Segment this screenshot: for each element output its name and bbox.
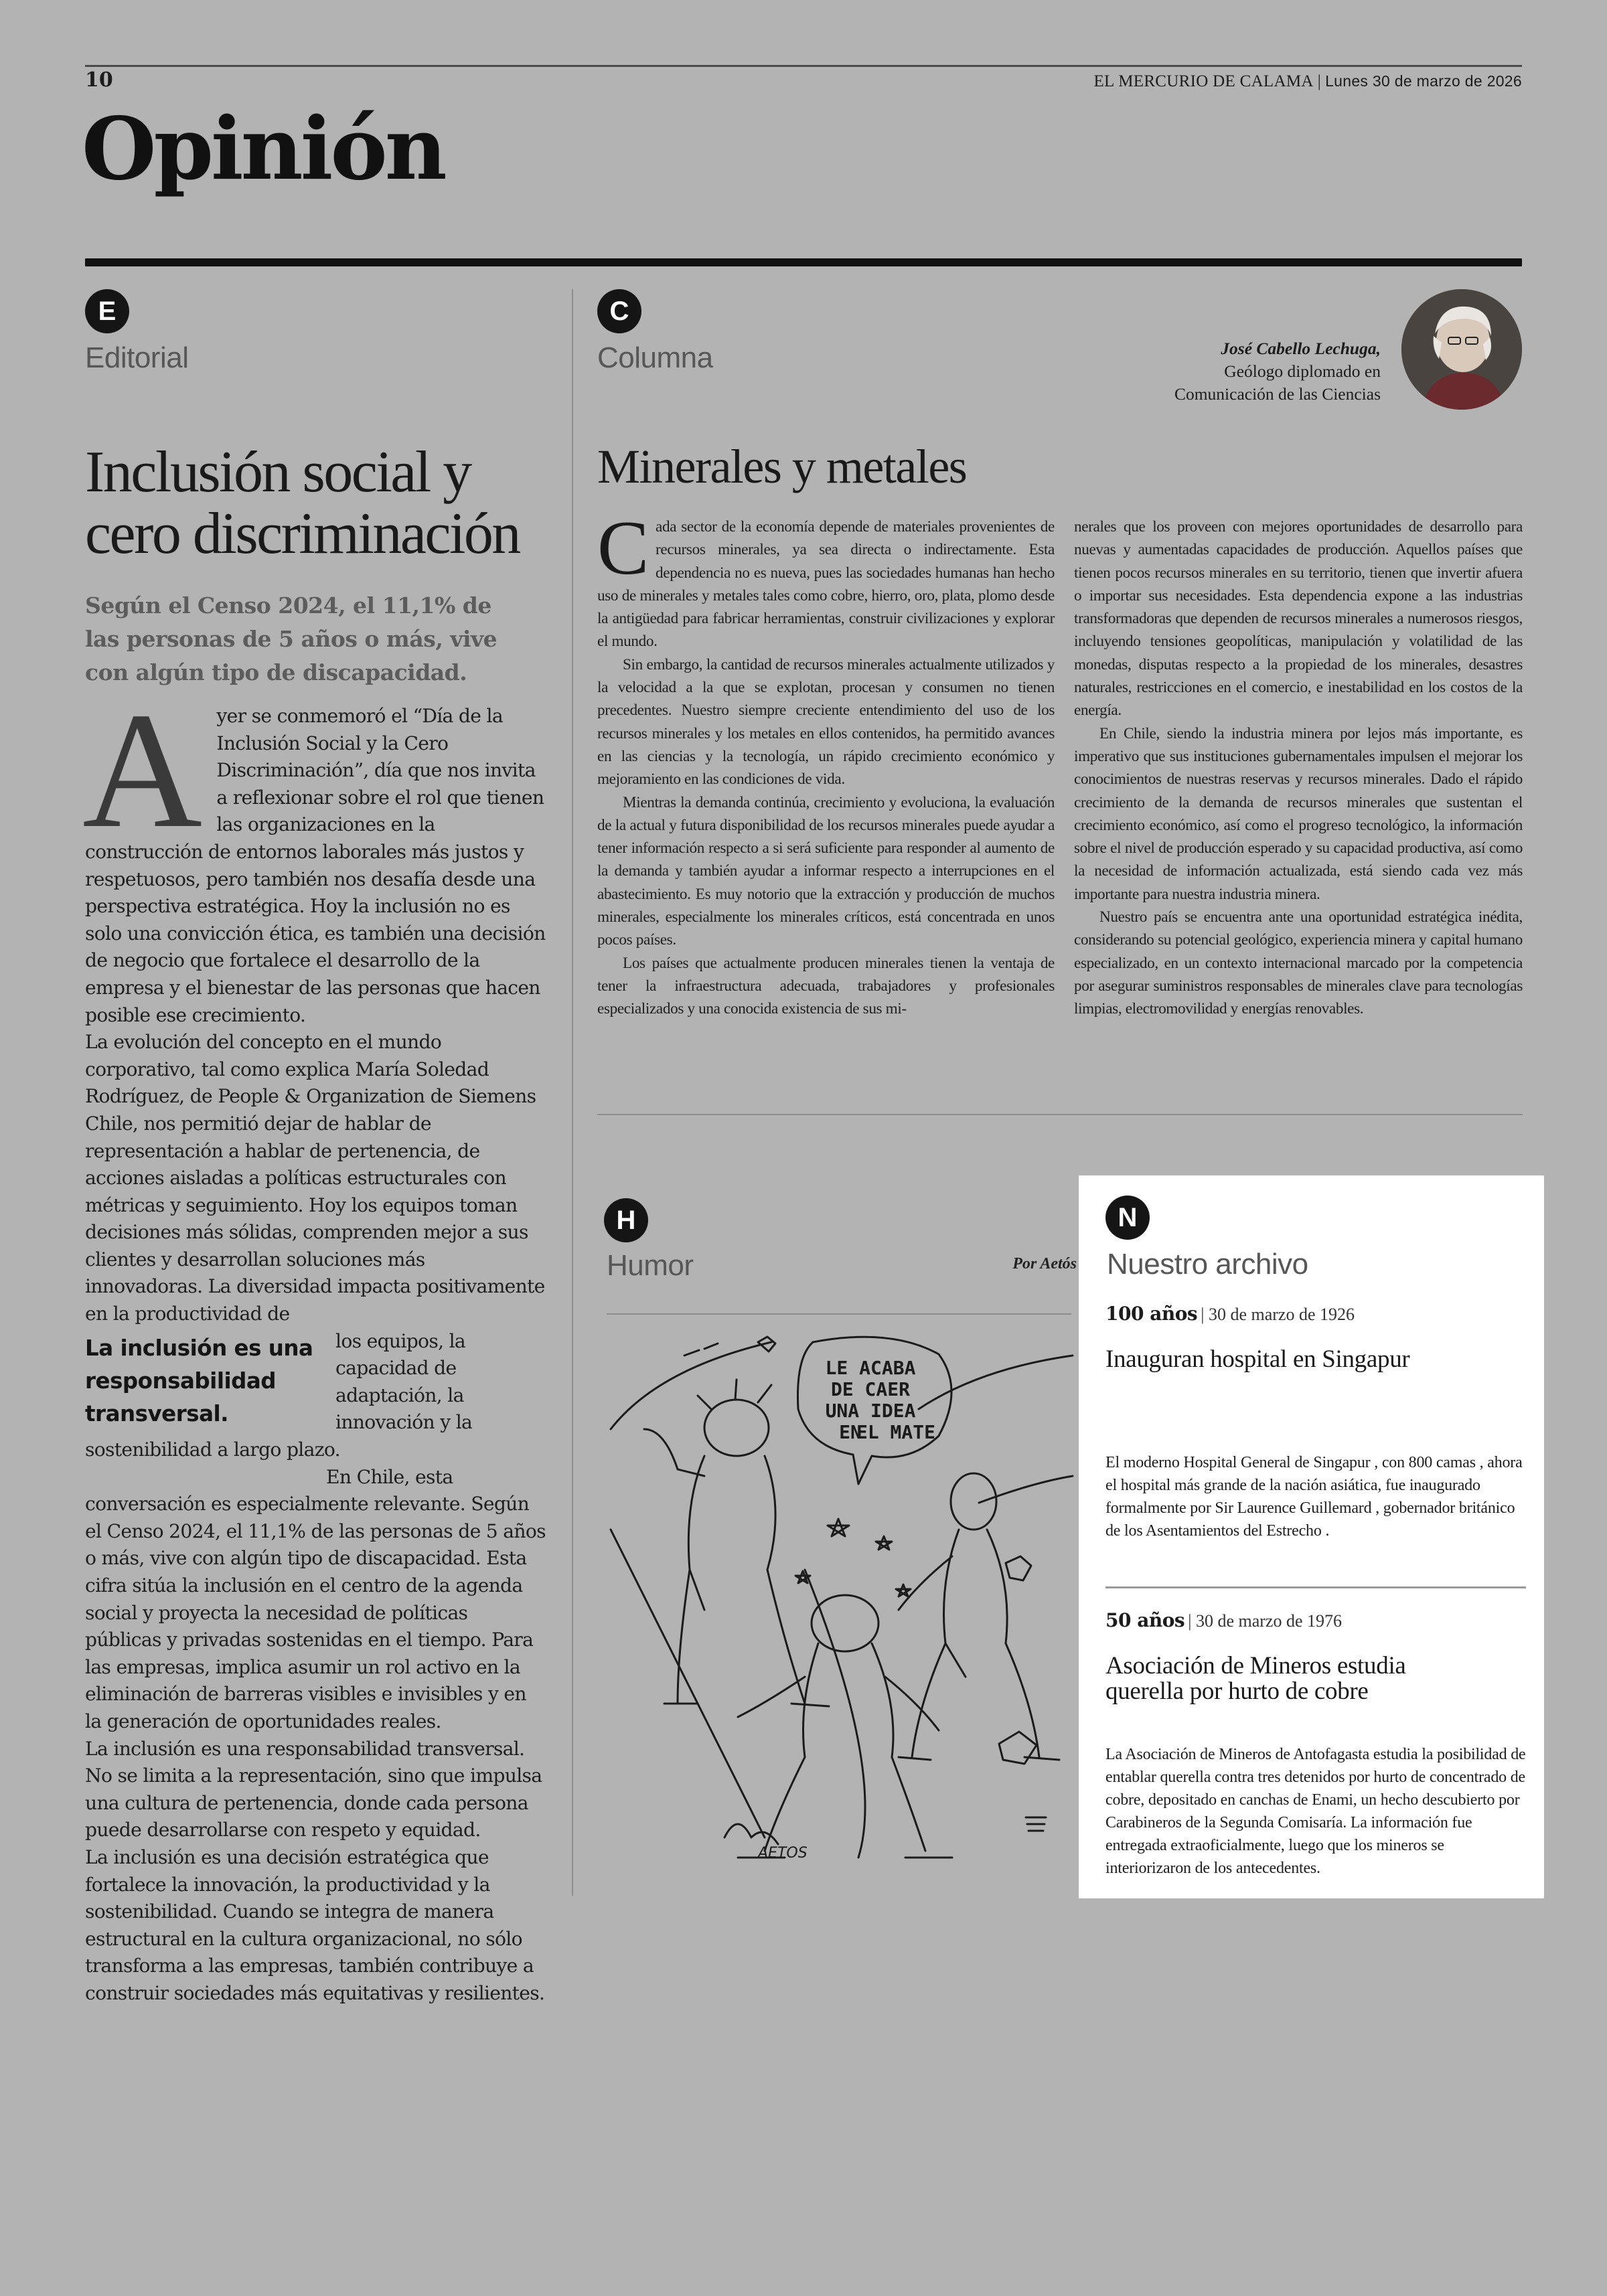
columna-paragraph xyxy=(597,505,1055,653)
masthead xyxy=(870,72,1522,91)
archive-kicker: Nuestro archivo xyxy=(1107,1248,1308,1281)
archive-item2-years: 50 años xyxy=(1105,1609,1185,1631)
columna-kicker: Columna xyxy=(597,341,713,374)
editorial-headline-line2: cero discriminación xyxy=(85,501,520,566)
columna-left-column xyxy=(597,505,1055,1021)
bubble-line-2: DE CAER xyxy=(830,1378,911,1400)
editorial-paragraph: los equipos, la capacidad de adaptación, la innovación y la sostenibilidad a largo plazo. xyxy=(85,1329,473,1461)
columna-paragraph: En Chile, siendo la industria minera por lejos más importante, es imperativo que sus instituciones gubernamentales impulsen el mejorar los conocimientos de nuestras reservas y recursos minerales. Dado el rápido crecimiento de la demanda de recursos minerales que sustentan el crecimiento económico, así como el progreso tecnológico, la información sobre el nivel de producción esperado y su capacidad productiva, así como la necesidad de información actualizada, está siendo cada vez más importante para nuestra industria minera. xyxy=(1074,724,1523,903)
editorial-pullquote: La inclusión es una responsabilidad transversal. xyxy=(85,1335,313,1426)
editorial-kicker: Editorial xyxy=(85,341,189,374)
editorial-body xyxy=(82,678,547,2007)
top-rule xyxy=(85,65,1522,67)
archive-item2-title-line1: Asociación de Mineros estudia xyxy=(1105,1652,1406,1679)
columna-paragraph: Mientras la demanda continúa, crecimiento y evoluciona, la evaluación de la actual y futura disponibilidad de los recursos minerales puede ayudar a tener información respecto a si será suficiente para responder al aumento de la demanda y también ayudar a informar respecto a interrupciones en el abastecimiento. Es muy notorio que la extracción y producción de muchos minerales, especialmente los minerales críticos, está concentrada en unos pocos países. xyxy=(597,793,1055,949)
newspaper-name: EL MERCURIO DE CALAMA xyxy=(1093,72,1314,90)
humor-badge: H xyxy=(604,1198,648,1242)
editorial-paragraph xyxy=(85,1464,547,1736)
archive-item2-text: La Asociación de Mineros de Antofagasta estudia la posibilidad de entablar querella contra tres detenidos por hurto de concentrado de cobre, depositado en canchas de Enami, un hecho descubierto por Carabineros de la Segunda Comisaría. La información fue entregada extraoficialmente, luego que los mineros se interiorizaron de los antecedentes. xyxy=(1105,1746,1526,1877)
author-photo xyxy=(1401,289,1522,410)
author-portrait-icon xyxy=(1401,289,1522,410)
columna-paragraph: nerales que los proveen con mejores oportunidades de desarrollo para nuevas y aumentadas capacidades de producción. Aquellos países que tienen pocos recursos minerales en su territorio, tienen que invertir afuera o importar sus necesidades. Esta dependencia expone a las industrias transformadoras que dependen de recursos minerales a numerosos riesgos, incluyendo tensiones geopolíticas, manipulación y volatilidad de las monedas, disputas respecto a la propiedad de los minerales, desastres naturales, restricciones en el comercio, e inestabilidad en los costos de la energía. xyxy=(1074,518,1523,720)
columna-paragraph-text: ada sector de la economía depende de materiales provenientes de recursos minerales, ya sea directa o indirectamente. Esta dependencia no es nueva, pues las sociedades humanas han hecho uso de minerales y metales tales como cobre, hierro, oro, plata, plomo desde la antigüedad para fabricar herramientas, construir civilizaciones y explorar el mundo. xyxy=(597,518,1055,651)
author-role: Comunicación de las Ciencias xyxy=(1174,384,1381,404)
columna-bottom-rule xyxy=(597,1114,1523,1115)
editorial-badge: E xyxy=(85,289,129,333)
archive-panel xyxy=(1079,1175,1544,1898)
humor-kicker: Humor xyxy=(607,1249,694,1282)
archive-item2-meta xyxy=(1105,1609,1342,1631)
archive-item1-meta xyxy=(1105,1303,1355,1325)
humor-byline: Por Aetós xyxy=(1012,1255,1077,1273)
archive-item1-title: Inauguran hospital en Singapur xyxy=(1105,1345,1410,1373)
bubble-line-4: EL MATE xyxy=(856,1421,936,1443)
archive-divider xyxy=(1105,1586,1526,1588)
columna-headline: Minerales y metales xyxy=(597,440,967,493)
section-rule xyxy=(85,258,1522,266)
archive-item1-date: | 30 de marzo de 1926 xyxy=(1201,1305,1355,1324)
cartoon-illustration xyxy=(604,1329,1075,1864)
columna-paragraph: Sin embargo, la cantidad de recursos minerales actualmente utilizados y la velocidad a la que se explotan, procesan y consumen no tienen precedentes. Nuestro siempre creciente entendimiento del uso de los recursos minerales y los metales en ellos contenidos, ha permitido avances en las ciencias y la tecnología, un rápido crecimiento económico y mejoramiento en las condiciones de vida. xyxy=(597,655,1055,789)
page-number: 10 xyxy=(85,68,113,92)
editorial-paragraph xyxy=(85,1029,547,1328)
author-credit xyxy=(1045,337,1381,406)
author-role: Geólogo diplomado en xyxy=(1224,361,1381,381)
editorial-paragraph: yer se conmemoró el “Día de la Inclusión Social y la Cero Discriminación”, día que nos invita a reflexionar sobre el rol que tienen las organizaciones en la construcción de entornos laborales más justos y respetuosos, pero también nos desafía desde una perspectiva estratégica. Hoy la inclusión no es solo una convicción ética, es también una decisión de negocio que fortalece el desarrollo de la empresa y el bienestar de las personas que hacen posible ese crecimiento. xyxy=(85,705,546,1026)
cartoon-signature: AETOS xyxy=(758,1845,808,1862)
bubble-line-3: UNA IDEA xyxy=(825,1400,916,1422)
editorial-headline-line1: Inclusión social y xyxy=(85,440,471,505)
columna-paragraph: Los países que actualmente producen minerales tienen la ventaja de tener la infraestructura adecuada, trabajadores y profesionales especializados y una conocida existencia de sus mi- xyxy=(597,954,1055,1018)
issue-date: Lunes 30 de marzo de 2026 xyxy=(1325,72,1522,90)
editorial-paragraph-text: La evolución del concepto en el mundo corporativo, tal como explica María Soledad Rodríguez, de People & Organization de Siemens Chile, nos permitió dejar de hablar de representación a hablar de pertenencia, de acciones aisladas a políticas estructurales con métricas y seguimiento. Hoy los equipos toman decisiones más sólidas, comprenden mejor a sus clientes y desarrollan soluciones más innovadoras. La diversidad impacta positivamente en la productividad de xyxy=(85,1031,545,1325)
editorial-paragraph-text: En Chile, esta conversación es especialmente relevante. Según el Censo 2024, el 11,1% de las personas de 5 años o más, vive con algún tipo de discapacidad. Esta cifra sitúa la inclusión en el centro de la agenda social y proyecta la necesidad de políticas públicas y privadas sostenidas en el tiempo. Para las empresas, implica asumir un rol activo en la eliminación de barreras visibles e invisibles y en la generación de oportunidades reales. xyxy=(85,1465,546,1732)
editorial-dropcap: A xyxy=(82,678,202,862)
archive-item2-title-line2: querella por hurto de cobre xyxy=(1105,1677,1369,1705)
archive-item2-title xyxy=(1105,1653,1534,1704)
bubble-line-1: LE ACABA xyxy=(825,1357,916,1379)
humor-rule xyxy=(607,1313,1071,1315)
editorial-paragraph: La inclusión es una responsabilidad transversal. No se limita a la representación, sino que impulsa una cultura de pertenencia, donde cada persona puede desarrollarse con respeto y equidad. xyxy=(85,1737,542,1841)
bubble-word: EN xyxy=(839,1421,862,1443)
archive-item1-years: 100 años xyxy=(1105,1303,1198,1325)
section-title: Opinión xyxy=(82,99,445,199)
column-divider xyxy=(572,289,573,1896)
archive-item1-text: El moderno Hospital General de Singapur , con 800 camas , ahora el hospital más grande de la nación asiática, fue inaugurado formalmente por Sir Laurence Guillemard , gobernador británico de los Asentamientos del Estrecho . xyxy=(1105,1454,1523,1540)
archive-badge: N xyxy=(1105,1196,1150,1240)
columna-dropcap: C xyxy=(597,505,649,591)
author-name: José Cabello Lechuga, xyxy=(1221,339,1381,358)
editorial-paragraph: La inclusión es una decisión estratégica que fortalece la innovación, la productividad y la sostenibilidad. Cuando se integra de manera estructural en la cultura organizacional, no sólo transforma a las empresas, también contribuye a construir sociedades más equitativas y resilientes. xyxy=(85,1846,545,2004)
editorial-headline xyxy=(85,442,567,565)
columna-right-column xyxy=(1074,515,1523,1021)
columna-paragraph: Nuestro país se encuentra ante una oportunidad estratégica inédita, considerando su potencial geológico, experiencia minera y capital humano especializado, en un contexto internacional marcado por la competencia por asegurar suministros responsables de minerales clave para tecnologías limpias, electromovilidad y energías renovables. xyxy=(1074,908,1523,1018)
masthead-separator: | xyxy=(1317,72,1322,90)
columna-badge: C xyxy=(597,289,641,333)
archive-item2-date: | 30 de marzo de 1976 xyxy=(1188,1611,1342,1631)
editorial-subheadline: Según el Censo 2024, el 11,1% de las personas de 5 años o más, vive con algún tipo de discapacidad. xyxy=(85,592,498,685)
